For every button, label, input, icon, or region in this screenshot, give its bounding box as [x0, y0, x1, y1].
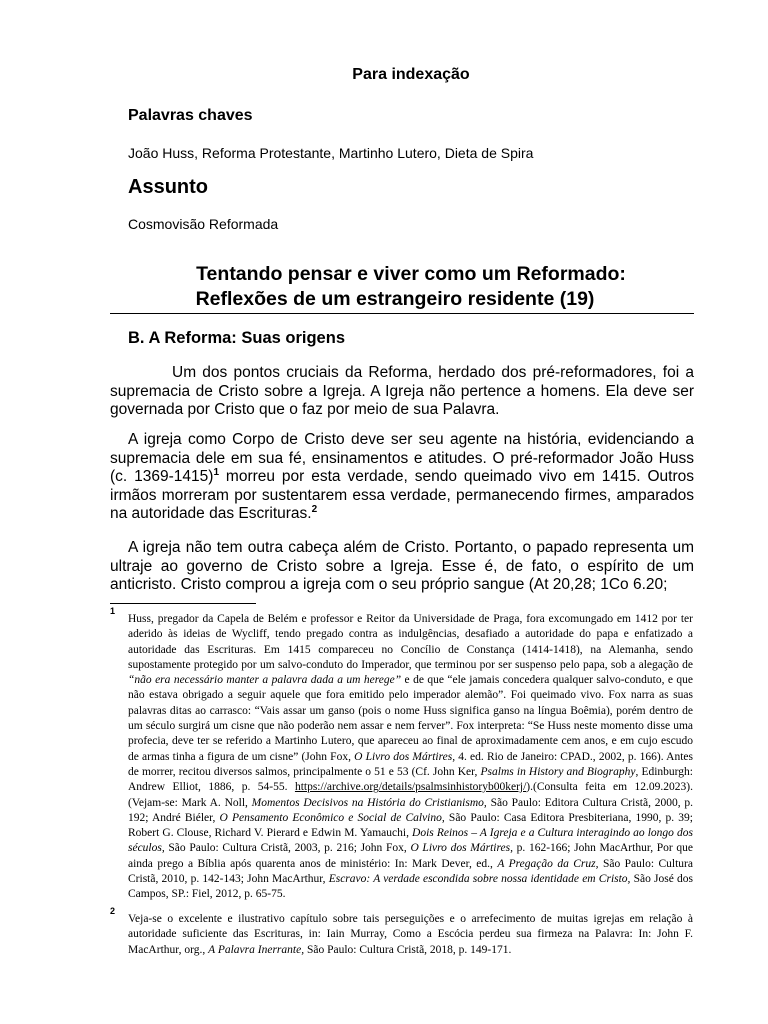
- footnote-ref-2[interactable]: 2: [311, 503, 318, 515]
- fn1-archive-link[interactable]: https://archive.org/details/psalmsinhistoryb00kerj/: [294, 781, 527, 794]
- footnote-separator: [110, 603, 256, 604]
- fn1-text: p. 162-166; John MacArthur, Por que ainda prego a Bíblia após quarenta anos de ministério: In: Mark Dever, ed.,: [128, 842, 694, 870]
- fn1-text: Huss, pregador da Capela de Belém e professor e Reitor da Universidade de Praga, fora excomungado em 1412 por ter aderido às ideias de Wycliff, tendo pregado contra as indulgências, desafiado a autoridade do papa e enfatizado a autoridade das Escrituras. Em 1415 compareceu no Concílio de Constança (1414-1418), na Alemanha, sendo supostamente protegido por um salvo-conduto do Imperador, que terminou por ser suspenso pelo papa, sob a alegação de: [128, 613, 693, 671]
- section-heading: B. A Reforma: Suas origens: [128, 329, 345, 347]
- fn2-text: Veja-se o excelente e ilustrativo capítulo sobre tais perseguições e o arrefecimento de muitas igrejas em relação à autoridade suficiente das Escrituras, in: Iain Murray, Como a Escócia perdeu sua firmeza na Palavra: In: John F. MacArthur, org.,: [128, 913, 693, 956]
- paragraph-2-text-b: morreu por esta verdade, sendo queimado vivo em 1415. Outros irmãos morreram por sustentarem essa verdade, permanecendo firmes, amparados na autoridade das Escrituras.: [110, 468, 695, 522]
- fn1-text: e de que “ele jamais concedera qualquer salvo-conduto, e que não estava obrigado a seguir aquele que fora emitido pelo imperador alemão”. Foi queimado vivo. Fox narra as suas palavras ditas ao carrasco: “Vais assar um ganso (pois o nome Huss significa ganso na língua Boêmia), porém dentro de um século surgirá um cisne que não poderão nem assar e nem ferver”. Fox interpreta: “Se Huss neste momento disse uma profecia, deve ter se referido a Martinho Lutero, que apareceu ao final de aproximadamente cem anos, e em cujo escudo de armas tinha a figura de um cisne” (John Fox,: [128, 674, 693, 763]
- footnote-2: [128, 912, 693, 958]
- fn1-text: ).(Consulta feita em 12.09.2023). (Vejam-se: Mark A. Noll,: [128, 781, 694, 809]
- fn1-book-title: Momentos Decisivos na História do Cristianismo,: [251, 796, 487, 809]
- fn1-book-title: Psalms in History and Biography: [480, 765, 636, 778]
- fn1-text: São Paulo: Editora Cultura Cristã, 2000, p. 192; André Biéler,: [128, 796, 694, 824]
- fn1-book-title: Escravo: A verdade escondida sobre nossa identidade em Cristo,: [328, 873, 631, 886]
- footnote-1-marker: 1: [110, 606, 116, 616]
- fn1-text: , Edinburgh: Andrew Elliot, 1886, p. 54-55.: [128, 765, 693, 794]
- paragraph-3-text: A igreja não tem outra cabeça além de Cristo. Portanto, o papado representa um ultraje ao governo de Cristo sobre a Igreja. Esse é, de fato, o espírito de um anticristo. Cristo comprou a igreja com o seu próprio sangue (At 20,28; 1Co 6.20;: [110, 539, 694, 593]
- paragraph-2-text-a: A igreja como Corpo de Cristo deve ser seu agente na história, evidenciando a supremacia dele em sua fé, ensinamentos e atitudes. O pré-reformador João Huss (c. 1369-1415): [110, 431, 694, 485]
- subject-heading: Assunto: [128, 176, 208, 198]
- fn1-text: 4. ed. Rio de Janeiro: CPAD., 2002, p. 166). Antes de morrer, recitou diversos salmos, principalmente o 51 e 53 (Cf. John Ker,: [128, 750, 693, 778]
- body-paragraph-1: [110, 364, 694, 420]
- fn2-text: São Paulo: Cultura Cristã, 2018, p. 149-171.: [304, 943, 512, 956]
- indexing-heading: Para indexação: [352, 66, 470, 83]
- keywords-heading: Palavras chaves: [128, 107, 253, 124]
- fn1-book-title: O Livro dos Mártires,: [410, 842, 513, 855]
- title-divider: [110, 313, 694, 314]
- fn2-book-title: A Palavra Inerrante,: [208, 943, 305, 956]
- fn1-text: São Paulo: Casa Editora Presbiteriana, 1990, p. 39; Robert G. Clouse, Richard V. Pierard e Edwin M. Yamauchi,: [128, 811, 693, 840]
- fn1-text: São Paulo: Cultura Cristã, 2010, p. 142-143; John MacArthur,: [128, 857, 693, 886]
- fn1-book-title: A Pregação da Cruz,: [497, 857, 599, 870]
- fn1-text: São Paulo: Cultura Cristã, 2003, p. 216; John Fox,: [164, 842, 411, 855]
- subject-text: Cosmovisão Reformada: [128, 216, 279, 232]
- fn1-book-title: O Pensamento Econômico e Social de Calvino,: [219, 811, 445, 824]
- fn1-book-title: Dois Reinos – A Igreja e a Cultura interagindo ao longo dos séculos,: [128, 827, 693, 855]
- body-paragraph-3: [110, 539, 694, 595]
- footnote-ref-1[interactable]: 1: [213, 466, 219, 478]
- footnote-2-marker: 2: [110, 906, 116, 916]
- fn1-text: São José dos Campos, SP.: Fiel, 2012, p. 65-75.: [128, 873, 694, 901]
- body-paragraph-2: [110, 431, 694, 524]
- article-title-line-2: Reflexões de um estrangeiro residente (19): [195, 288, 595, 310]
- fn1-book-title: O Livro dos Mártires,: [354, 750, 456, 763]
- paragraph-1-text: Um dos pontos cruciais da Reforma, herdado dos pré-reformadores, foi a supremacia de Cristo sobre a Igreja. A Igreja não pertence a homens. Ela deve ser governada por Cristo que o faz por meio de sua Palavra.: [110, 364, 694, 418]
- fn1-quote: “não era necessário manter a palavra dada a um herege”: [128, 674, 402, 687]
- keywords-text: João Huss, Reforma Protestante, Martinho Lutero, Dieta de Spira: [128, 145, 534, 161]
- article-title-line-1: Tentando pensar e viver como um Reformado:: [196, 263, 626, 285]
- footnote-1: [128, 612, 693, 903]
